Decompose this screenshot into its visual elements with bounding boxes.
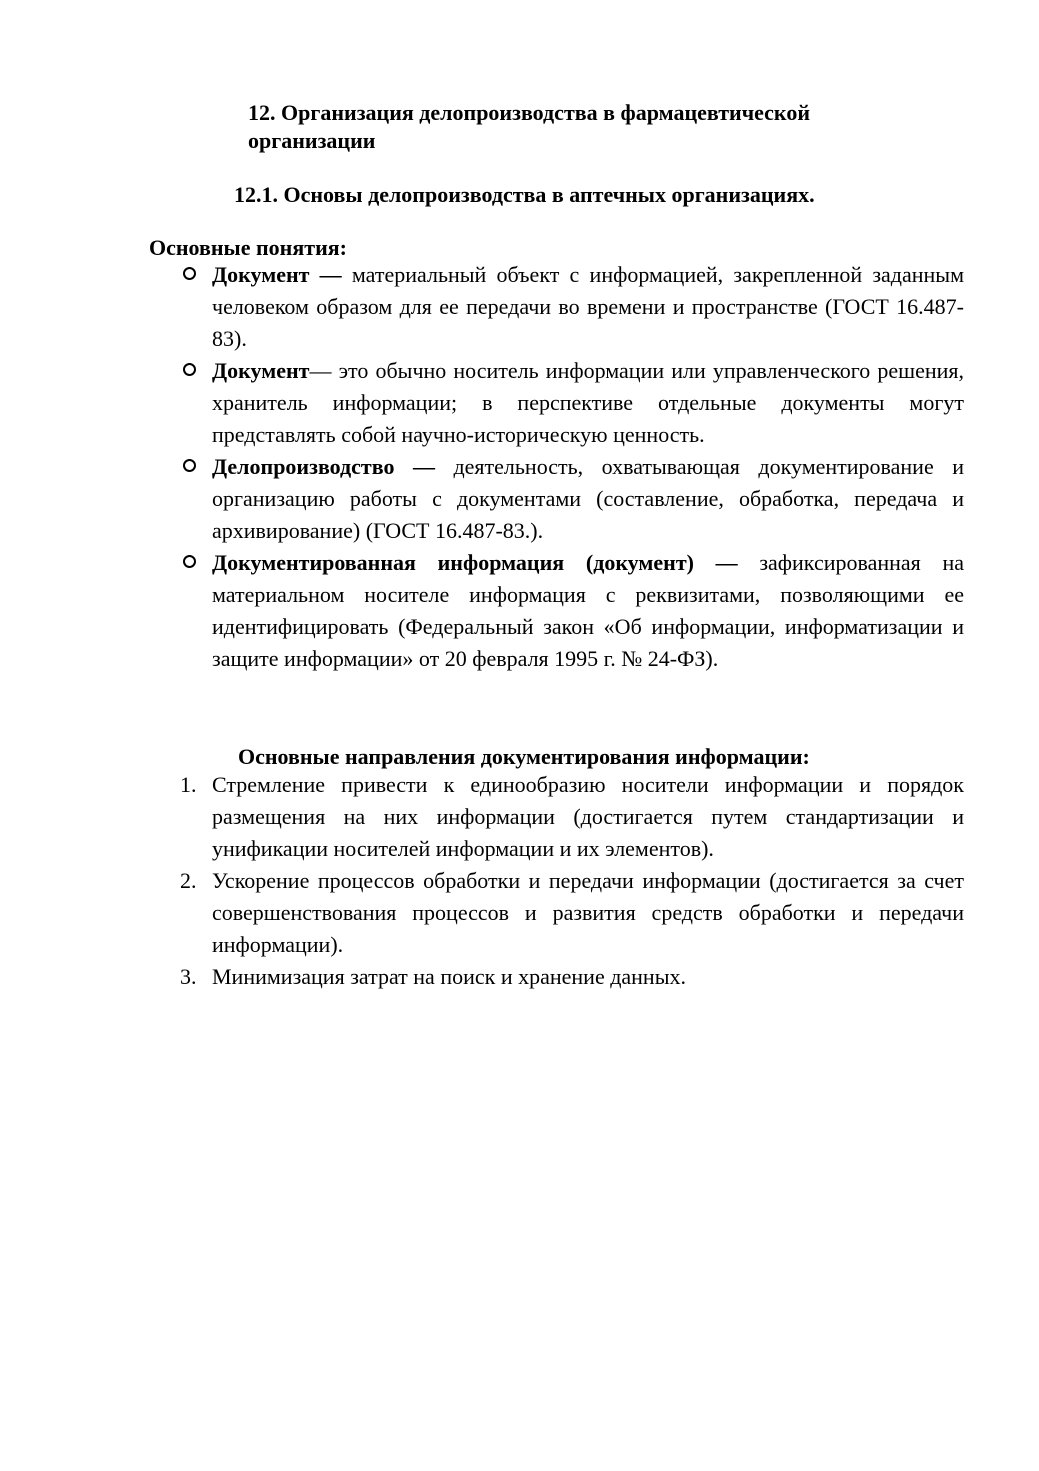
concept-item [212, 547, 964, 675]
concept-definition: зафиксированная на материальном носителе информация с реквизитами, позволяющими ее идентифицировать (Федеральный закон «Об информации, информатизации и защите информации» от 20 февраля 1995 г. № 24-ФЗ). [212, 550, 964, 671]
direction-item [180, 769, 964, 865]
section-subtitle: 12.1. Основы делопроизводства в аптечных организациях. [234, 182, 815, 207]
concepts-list [212, 259, 964, 675]
direction-item [180, 865, 964, 961]
concept-term: Документированная информация (документ) — [212, 550, 738, 575]
concept-term: Делопроизводство — [212, 454, 435, 479]
list-number: 1. [180, 772, 197, 797]
concept-term: Документ — [212, 262, 342, 287]
circle-bullet-icon [183, 363, 196, 376]
list-number: 2. [180, 868, 197, 893]
direction-text: Стремление привести к единообразию носители информации и порядок размещения на них информации (достигается путем стандартизации и унификации носителей информации и их элементов). [212, 772, 964, 861]
concepts-heading: Основные понятия: [149, 235, 347, 260]
document-title: 12. Организация делопроизводства в фармацевтической организации [248, 100, 810, 153]
directions-list [180, 769, 964, 993]
circle-bullet-icon [183, 267, 196, 280]
direction-item [180, 961, 964, 993]
concept-definition: — это обычно носитель информации или управленческого решения, хранитель информации; в перспективе отдельные документы могут представлять собой научно-историческую ценность. [212, 358, 964, 447]
concept-term: Документ [212, 358, 310, 383]
circle-bullet-icon [183, 555, 196, 568]
concept-item [212, 259, 964, 355]
direction-text: Ускорение процессов обработки и передачи информации (достигается за счет совершенствования процессов и развития средств обработки и передачи информации). [212, 868, 964, 957]
concept-item [212, 451, 964, 547]
list-number: 3. [180, 964, 197, 989]
concept-item [212, 355, 964, 451]
circle-bullet-icon [183, 459, 196, 472]
direction-text: Минимизация затрат на поиск и хранение данных. [212, 964, 686, 989]
concept-definition: деятельность, охватывающая документирование и организацию работы с документами (составление, обработка, передача и архивирование) (ГОСТ 16.487-83.). [212, 454, 964, 543]
concept-definition: материальный объект с информацией, закрепленной заданным человеком образом для ее передачи во времени и пространстве (ГОСТ 16.487-83). [212, 262, 964, 351]
directions-heading: Основные направления документирования информации: [238, 744, 810, 769]
